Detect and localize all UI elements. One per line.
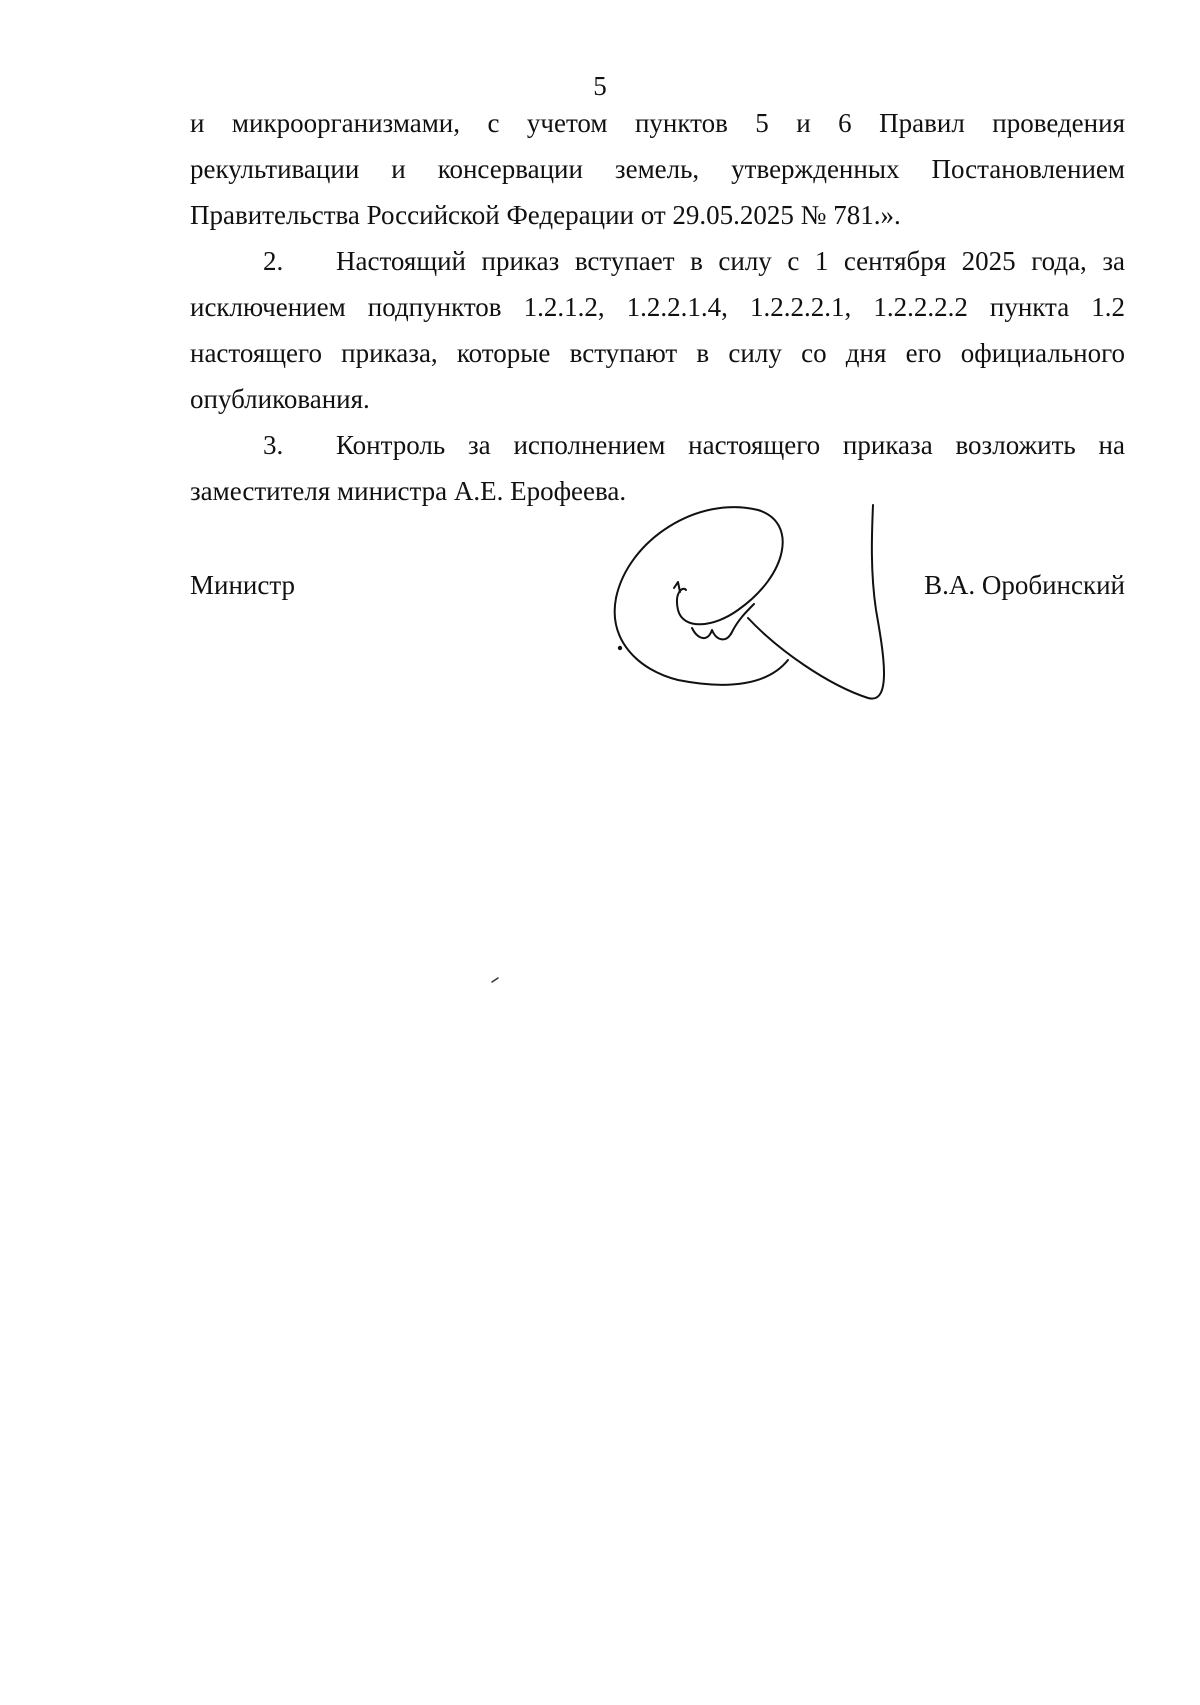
text-line: заместителя министра А.Е. Ерофеева. — [190, 476, 627, 506]
text-line: настоящего приказа, которые вступают в силу со дня его официального — [190, 338, 1125, 368]
text-line: и микроорганизмами, с учетом пунктов 5 и 6 Правил проведения — [190, 108, 1125, 138]
item-2-paragraph — [190, 238, 1125, 422]
text-line: рекультивации и консервации земель, утвержденных Постановлением — [190, 154, 1125, 184]
text-line: опубликования. — [190, 384, 370, 414]
text-line-content: Настоящий приказ вступает в силу с 1 сентября 2025 года, за — [336, 246, 1125, 276]
signer-role: Министр — [190, 570, 295, 600]
item-number: 3. — [263, 430, 284, 460]
stray-ink-mark — [491, 977, 499, 983]
text-line: исключением подпунктов 1.2.1.2, 1.2.2.1.4, 1.2.2.2.1, 1.2.2.2.2 пункта 1.2 — [190, 292, 1125, 322]
text-line — [190, 238, 1125, 284]
text-line-content: Контроль за исполнением настоящего приказа возложить на — [336, 430, 1125, 460]
text-line: Правительства Российской Федерации от 29.05.2025 № 781.». — [190, 200, 901, 230]
paragraph-continuation — [190, 100, 1125, 238]
signer-name: В.А. Оробинский — [924, 570, 1125, 600]
handwritten-signature — [608, 500, 898, 705]
text-line — [190, 422, 1125, 468]
item-number: 2. — [263, 246, 284, 276]
page-number: 5 — [593, 71, 607, 101]
